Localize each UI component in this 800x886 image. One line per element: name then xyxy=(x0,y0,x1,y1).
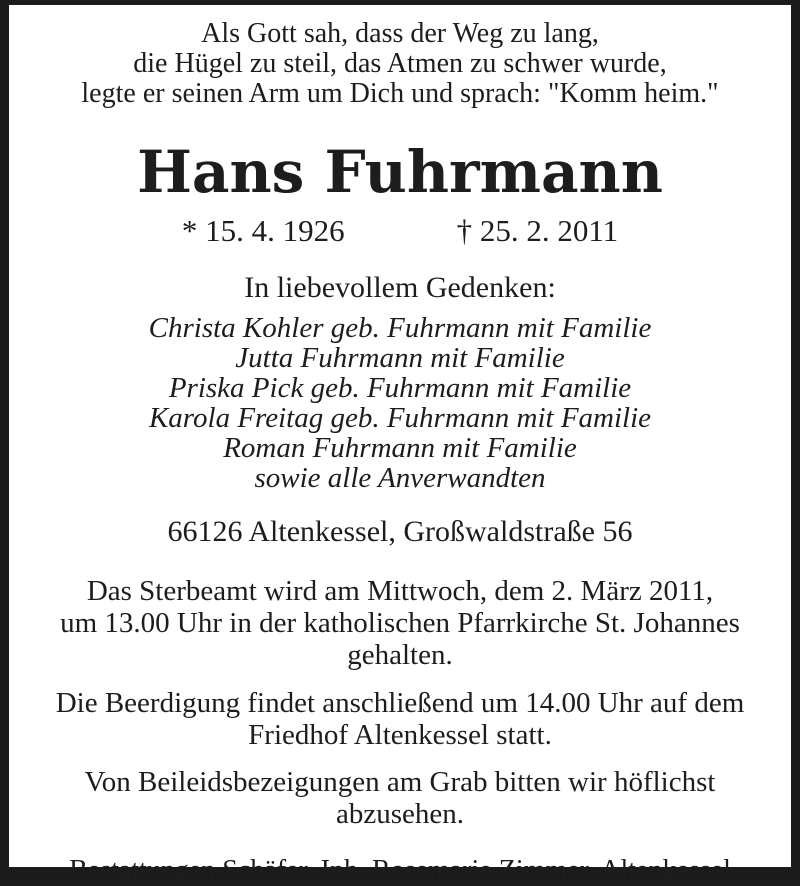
condolence-line: Von Beileidsbezeigungen am Grab bitten wir höflichst xyxy=(84,766,716,798)
poem-line: Als Gott sah, dass der Weg zu lang, xyxy=(201,18,599,49)
mourner-line: Karola Freitag geb. Fuhrmann mit Familie xyxy=(148,402,652,434)
service-line: gehalten. xyxy=(347,639,453,671)
burial-paragraph xyxy=(9,687,791,751)
address-line: 66126 Altenkessel, Großwaldstraße 56 xyxy=(167,515,633,548)
funeral-home-line: Bestattungen Schäfer, Inh. Rosemarie Zimmer, Altenkessel xyxy=(69,855,731,886)
service-line: um 13.00 Uhr in der katholischen Pfarrkirche St. Johannes xyxy=(60,607,740,639)
remembrance-heading: In liebevollem Gedenken: xyxy=(244,271,556,304)
service-line: Das Sterbeamt wird am Mittwoch, dem 2. März 2011, xyxy=(86,575,714,607)
obituary-card xyxy=(9,5,791,886)
poem-line: die Hügel zu steil, das Atmen zu schwer wurde, xyxy=(133,48,667,79)
life-dates xyxy=(9,214,791,248)
mourner-line: Priska Pick geb. Fuhrmann mit Familie xyxy=(168,372,632,404)
death-date: † 25. 2. 2011 xyxy=(456,213,619,248)
mourner-line: Jutta Fuhrmann mit Familie xyxy=(235,342,565,374)
condolence-paragraph xyxy=(9,766,791,830)
deceased-name: Hans Fuhrmann xyxy=(137,138,663,206)
service-paragraph xyxy=(9,575,791,671)
poem-line: legte er seinen Arm um Dich und sprach: "Komm heim." xyxy=(81,78,719,109)
burial-line: Die Beerdigung findet anschließend um 14.00 Uhr auf dem xyxy=(55,687,745,719)
mourner-line: Roman Fuhrmann mit Familie xyxy=(223,432,577,464)
mourners-list xyxy=(9,313,791,493)
poem xyxy=(9,19,791,109)
condolence-line: abzusehen. xyxy=(335,798,465,830)
burial-line: Friedhof Altenkessel statt. xyxy=(248,719,552,751)
birth-date: * 15. 4. 1926 xyxy=(181,213,345,248)
mourner-line: Christa Kohler geb. Fuhrmann mit Familie xyxy=(148,312,652,344)
mourner-line: sowie alle Anverwandten xyxy=(254,462,546,494)
